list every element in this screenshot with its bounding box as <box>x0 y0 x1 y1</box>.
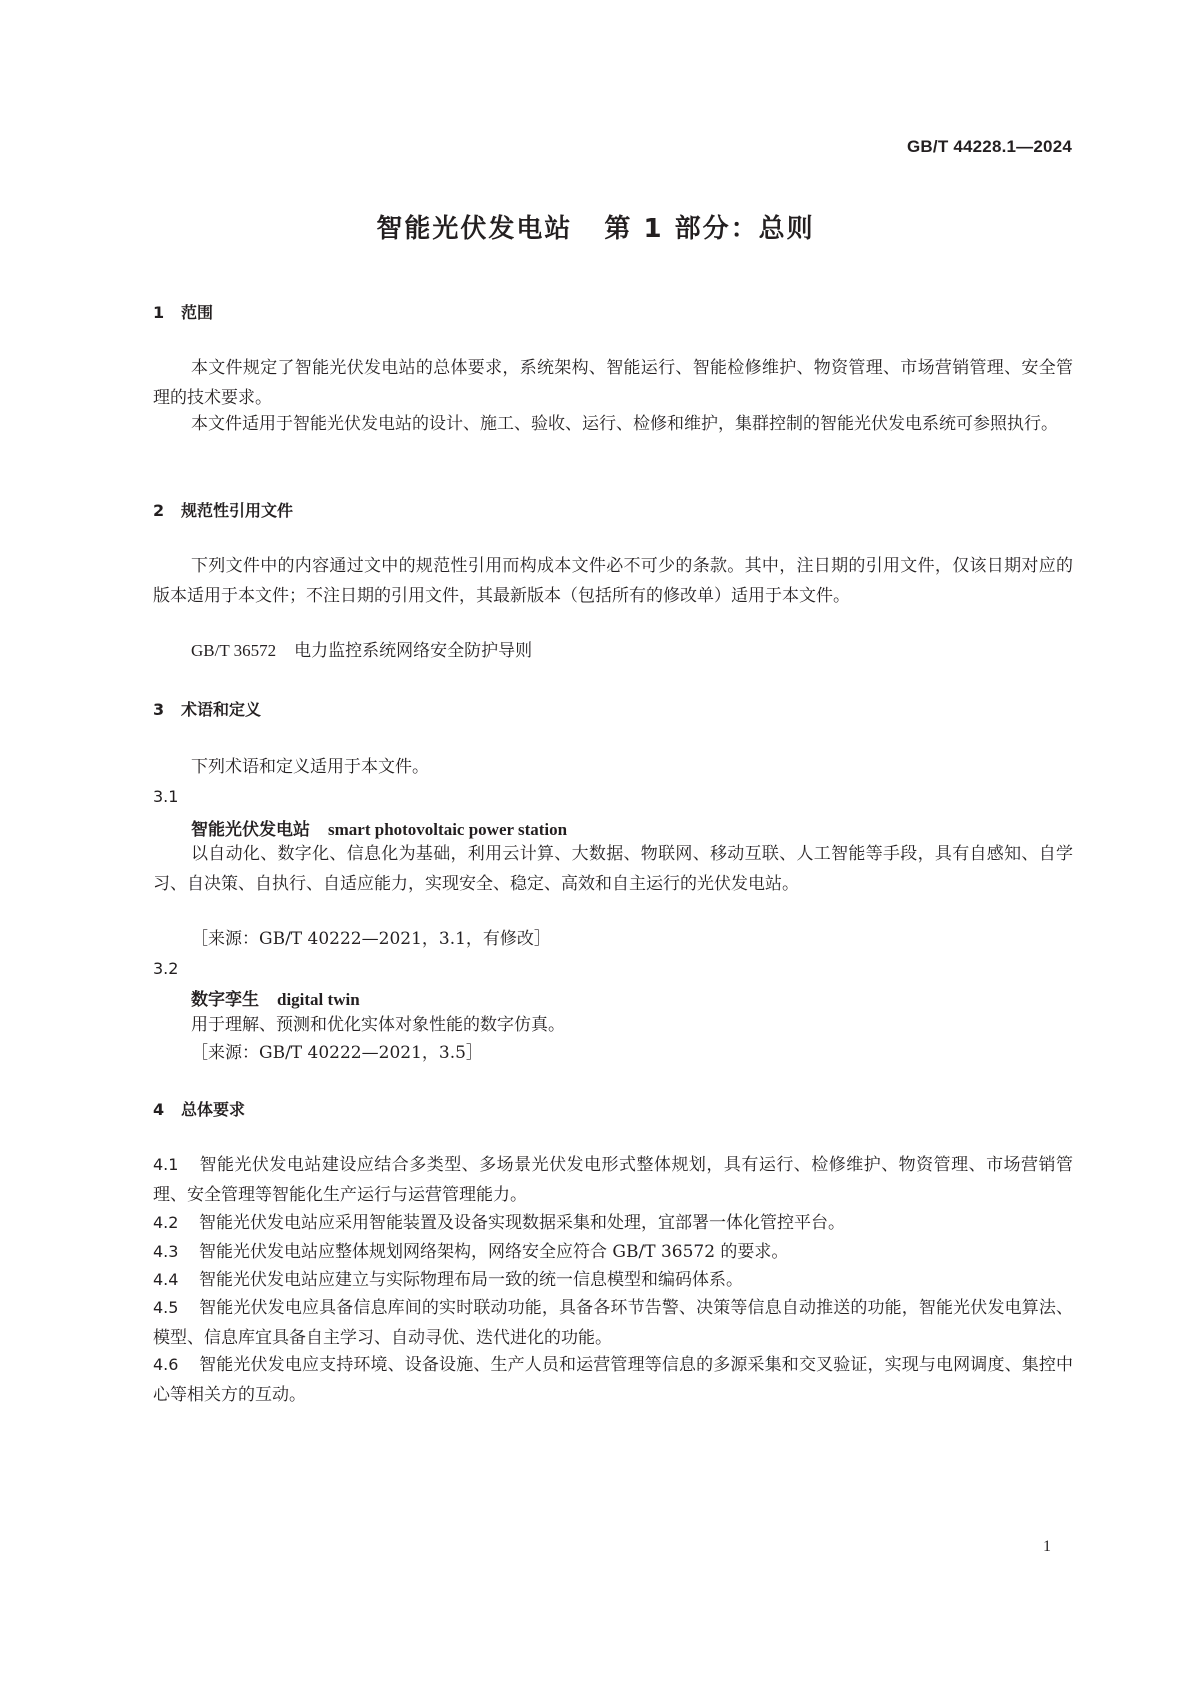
requirement-text: 智能光伏发电站应采用智能装置及设备实现数据采集和处理，宜部署一体化管控平台。 <box>199 1213 845 1233</box>
requirement-text: 智能光伏发电应具备信息库间的实时联动功能，具备各环节告警、决策等信息自动推送的功能，智能光伏发电算法、模型、信息库宜具备自主学习、自动寻优、迭代进化的功能。 <box>153 1298 1073 1348</box>
requirement-item <box>153 1208 1073 1238</box>
section-number: 4 <box>153 1100 165 1119</box>
term-number: 3.1 <box>153 787 179 806</box>
requirement-text: 智能光伏发电站应整体规划网络架构，网络安全应符合 GB/T 36572 的要求。 <box>199 1242 789 1262</box>
reference-entry <box>191 636 532 666</box>
requirement-item <box>153 1350 1073 1410</box>
section-heading-general-requirements <box>153 1097 245 1120</box>
term-zh: 智能光伏发电站 <box>191 820 310 840</box>
requirement-number: 4.3 <box>153 1242 179 1261</box>
section-heading-terms <box>153 697 261 720</box>
requirement-item <box>153 1150 1073 1210</box>
section-heading-normative-references <box>153 498 293 521</box>
reference-code: GB/T 36572 <box>191 641 277 660</box>
term-zh: 数字孪生 <box>191 990 259 1010</box>
title-main: 智能光伏发电站 <box>376 214 573 244</box>
scope-paragraph-2: 本文件适用于智能光伏发电站的设计、施工、验收、运行、检修和维护，集群控制的智能光伏发电系统可参照执行。 <box>191 414 1058 434</box>
page-number: 1 <box>1043 1538 1051 1555</box>
term-heading <box>191 985 360 1010</box>
requirement-text: 智能光伏发电站建设应结合多类型、多场景光伏发电形式整体规划，具有运行、检修维护、物资管理、市场营销管理、安全管理等智能化生产运行与运营管理能力。 <box>153 1155 1073 1205</box>
term-source: ［来源：GB/T 40222—2021，3.5］ <box>191 1043 483 1063</box>
term-number: 3.2 <box>153 959 179 978</box>
section-number: 2 <box>153 501 165 520</box>
section-title: 范围 <box>181 303 214 322</box>
terms-intro: 下列术语和定义适用于本文件。 <box>191 757 429 777</box>
requirement-item <box>153 1237 1073 1267</box>
requirement-text: 智能光伏发电应支持环境、设备设施、生产人员和运营管理等信息的多源采集和交叉验证，实现与电网调度、集控中心等相关方的互动。 <box>153 1355 1073 1405</box>
standard-code: GB/T 44228.1—2024 <box>907 137 1072 156</box>
term-definition: 用于理解、预测和优化实体对象性能的数字仿真。 <box>191 1015 565 1035</box>
term-source: ［来源：GB/T 40222—2021，3.1，有修改］ <box>191 929 551 949</box>
term-en: smart photovoltaic power station <box>328 820 568 839</box>
requirement-number: 4.4 <box>153 1270 179 1289</box>
section-heading-scope <box>153 300 213 323</box>
section-number: 3 <box>153 700 165 719</box>
requirement-number: 4.5 <box>153 1298 179 1317</box>
section-title: 总体要求 <box>181 1100 246 1119</box>
title-part: 第 1 部分：总则 <box>604 214 815 244</box>
section-number: 1 <box>153 303 165 322</box>
requirement-number: 4.1 <box>153 1155 179 1174</box>
section-title: 术语和定义 <box>181 700 262 719</box>
requirement-number: 4.6 <box>153 1355 179 1374</box>
section-title: 规范性引用文件 <box>181 501 294 520</box>
term-definition: 以自动化、数字化、信息化为基础，利用云计算、大数据、物联网、移动互联、人工智能等手段，具有自感知、自学习、自决策、自执行、自适应能力，实现安全、稳定、高效和自主运行的光伏发电站。 <box>153 844 1073 894</box>
term-heading <box>191 815 567 840</box>
requirement-number: 4.2 <box>153 1213 179 1232</box>
references-paragraph: 下列文件中的内容通过文中的规范性引用而构成本文件必不可少的条款。其中，注日期的引用文件，仅该日期对应的版本适用于本文件；不注日期的引用文件，其最新版本（包括所有的修改单）适用于本文件。 <box>153 556 1073 606</box>
term-en: digital twin <box>277 990 360 1009</box>
requirement-item <box>153 1265 1073 1295</box>
reference-title: 电力监控系统网络安全防护导则 <box>294 641 533 661</box>
scope-paragraph-1: 本文件规定了智能光伏发电站的总体要求，系统架构、智能运行、智能检修维护、物资管理、市场营销管理、安全管理的技术要求。 <box>153 358 1073 408</box>
page-title <box>0 208 1191 245</box>
requirement-item <box>153 1293 1073 1353</box>
requirement-text: 智能光伏发电站应建立与实际物理布局一致的统一信息模型和编码体系。 <box>199 1270 743 1290</box>
